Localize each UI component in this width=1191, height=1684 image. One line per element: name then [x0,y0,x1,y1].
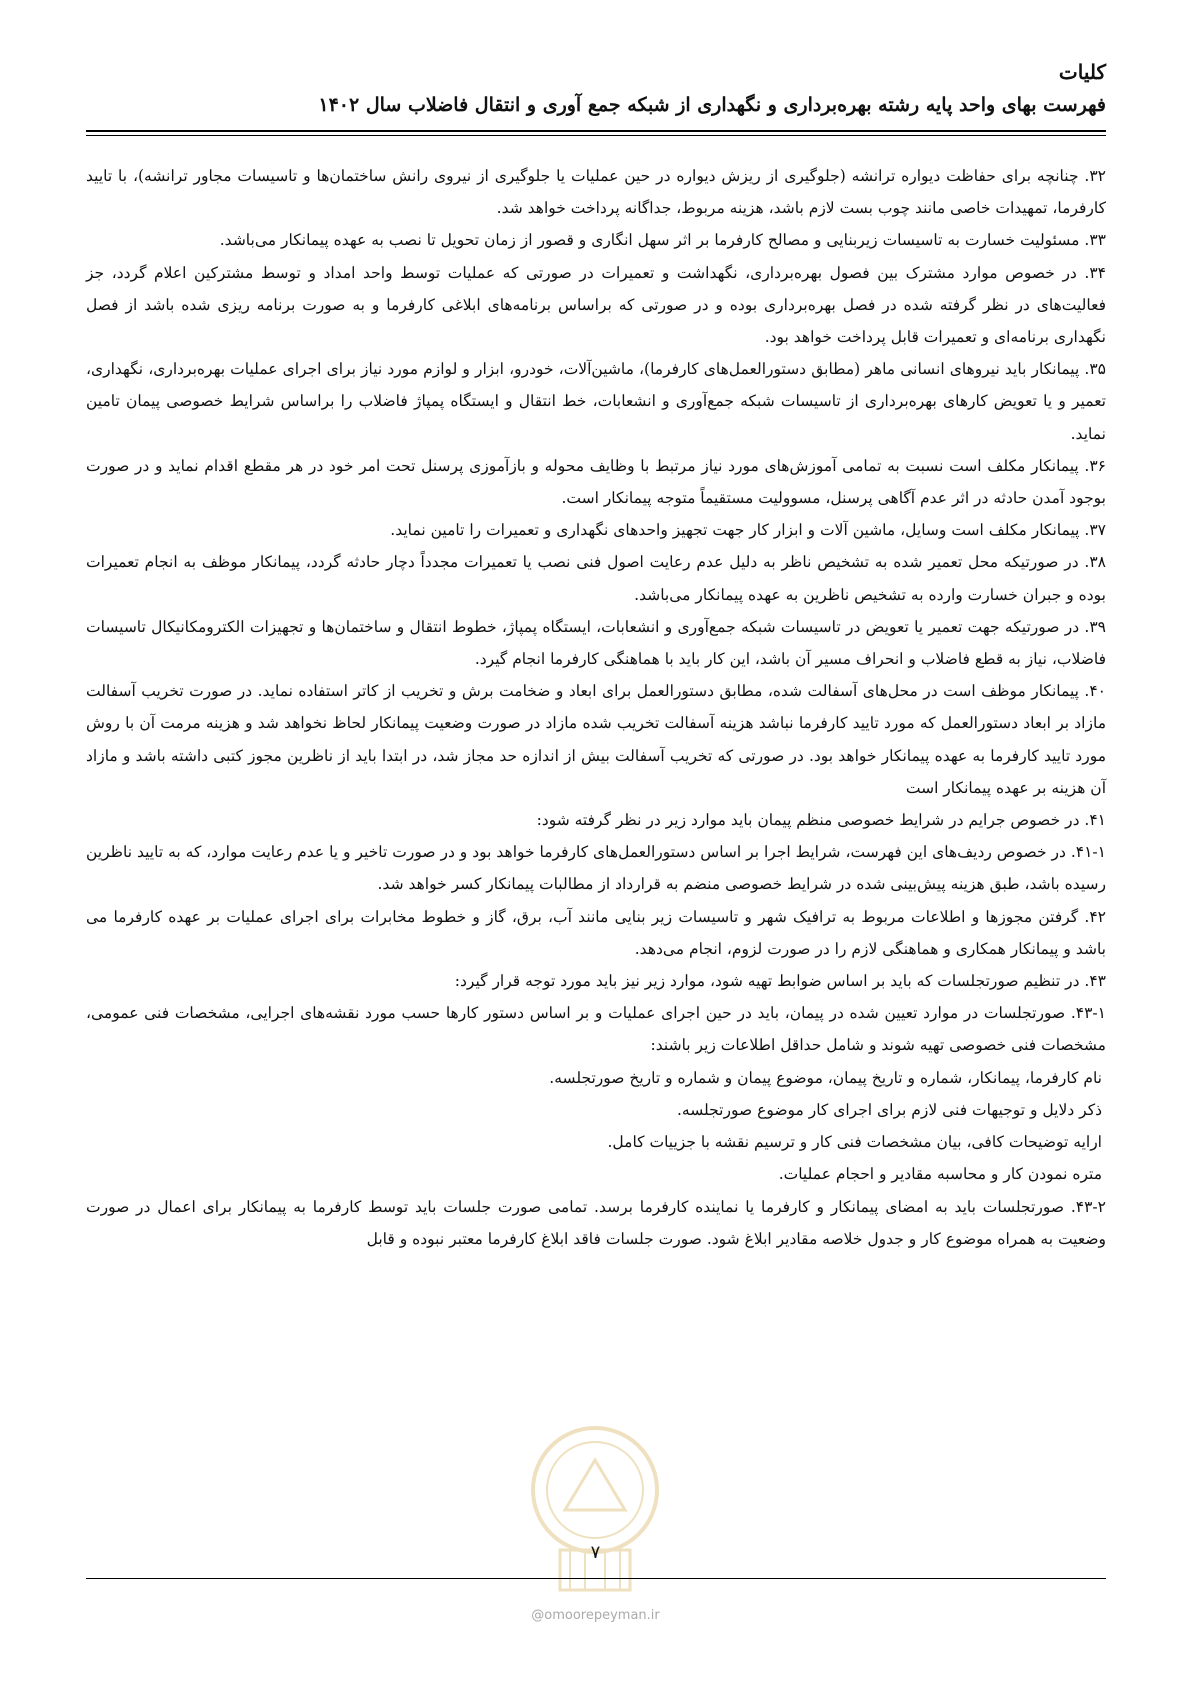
paragraph-41-1: ۴۱-۱. در خصوص ردیف‌های این فهرست، شرایط اجرا بر اساس دستورالعمل‌های کارفرما خواهد بود و در صورت تاخیر و یا عدم رعایت موارد، که به تایید ناظرین رسیده باشد، طبق هزینه پیش‌بینی شده در شرایط خصوصی منضم به قرارداد از مطالبات پیمانکار کسر خواهد شد. [86,843,1106,894]
header-rule-thin [86,135,1106,136]
paragraph-42: ۴۲. گرفتن مجوزها و اطلاعات مربوط به ترافیک شهر و تاسیسات زیر بنایی مانند آب، برق، گاز و خطوط مخابرات برای اجرای عملیات بر عهده کارفرما می باشد و پیمانکار همکاری و هماهنگی لازم را در صورت لزوم، انجام می‌دهد. [86,907,1106,958]
document-title: فهرست بهای واحد پایه رشته بهره‌برداری و نگهداری از شبکه جمع آوری و انتقال فاضلاب سال ۱۴۰۲ [318,94,1106,116]
list-item-4: متره نمودن کار و محاسبه مقادیر و احجام عملیات. [778,1165,1102,1184]
paragraph-39: ۳۹. در صورتیکه جهت تعمیر یا تعویض در تاسیسات شبکه جمع‌آوری و انشعابات، ایستگاه پمپاژ، خطوط انتقال و ساختمان‌ها و تجهیزات الکترومکانیکال تاسیسات فاضلاب، نیاز به قطع فاضلاب و انحراف مسیر آن باشد، این کار باید با هماهنگی کارفرما انجام گیرد. [86,617,1106,669]
paragraph-36: ۳۶. پیمانکار مکلف است نسبت به تمامی آموزش‌های مورد نیاز مرتبط با وظایف محوله و بازآموزی پرسنل تحت امر خود در هر مقطع اقدام نماید و در صورت بوجود آمدن حادثه در اثر عدم آگاهی پرسنل، مسوولیت مستقیماً متوجه پیمانکار است. [86,456,1106,508]
list-item-2: ذکر دلایل و توجیهات فنی لازم برای اجرای کار موضوع صورتجلسه. [676,1100,1102,1119]
paragraph-32: ۳۲. چنانچه برای حفاظت دیواره ترانشه (جلوگیری از ریزش دیواره در حین عملیات یا جلوگیری از نیروی رانش ساختمان‌ها و تاسیسات مجاور ترانشه)، با تایید کارفرما، تمهیدات خاصی مانند چوب بست لازم باشد، هزینه مربوط، جداگانه پرداخت خواهد شد. [86,167,1106,218]
section-title: کلیات [1058,60,1106,84]
paragraph-34: ۳۴. در خصوص موارد مشترک بین فصول بهره‌برداری، نگهداشت و تعمیرات در صورتی که عملیات توسط واحد امداد و توسط مشترکین اعلام گردد، جز فعالیت‌های در نظر گرفته شده در فصل بهره‌برداری بوده و در صورتی که براساس برنامه‌های ابلاغی کارفرما و به صورت برنامه ریزی شده باشد از فصل نگهداری برنامه‌ای و تعمیرات قابل پرداخت خواهد بود. [86,263,1106,347]
paragraph-40: ۴۰. پیمانکار موظف است در محل‌های آسفالت شده، مطابق دستورالعمل برای ابعاد و ضخامت برش و تخریب از کاتر استفاده نماید. در صورت تخریب آسفالت مازاد بر ابعاد دستورالعمل که مورد تایید کارفرما نباشد هزینه آسفالت تخریب شده مازاد در صورت وضعیت پیمانکار لحاظ نخواهد شد و هزینه مرمت آن با روش مورد تایید کارفرما به عهده پیمانکار خواهد بود. در صورتی که تخریب آسفالت بیش از اندازه حد مجاز شد، در ابتدا باید از ناظرین مجوز کتبی داشته باشد و مازاد آن هزینه بر عهده پیمانکار است [86,682,1106,797]
paragraph-33: ۳۳. مسئولیت خسارت به تاسیسات زیربنایی و مصالح کارفرما بر اثر سهل انگاری و قصور از زمان تحویل تا نصب به عهده پیمانکار می‌باشد. [219,231,1106,250]
document-body [86,160,1106,1255]
list-item-3: ارایه توضیحات کافی، بیان مشخصات فنی کار و ترسیم نقشه با جزییات کامل. [607,1133,1102,1152]
header-rule-thick [86,130,1106,132]
paragraph-41: ۴۱. در خصوص جرایم در شرایط خصوصی منظم پیمان باید موارد زیر در نظر گرفته شود: [536,811,1106,830]
paragraph-43-1: ۴۳-۱. صورتجلسات در موارد تعیین شده در پیمان، باید در حین اجرای عملیات و بر اساس دستور کارها حسب مورد نقشه‌های اجرایی، مشخصات فنی عمومی، مشخصات فنی خصوصی تهیه شوند و شامل حداقل اطلاعات زیر باشند: [86,1004,1106,1055]
list-item-1: نام کارفرما، پیمانکار، شماره و تاریخ پیمان، موضوع پیمان و شماره و تاریخ صورتجلسه. [549,1068,1102,1087]
paragraph-35: ۳۵. پیمانکار باید نیروهای انسانی ماهر (مطابق دستورالعمل‌های کارفرما)، ماشین‌آلات، خودرو، ابزار و لوازم مورد نیاز برای اجرای عملیات بهره‌برداری، نگهداری، تعمیر و یا تعویض کارهای بهره‌برداری از تاسیسات شبکه جمع‌آوری و انشعابات، خط انتقال و ایستگاه پمپاژ فاضلاب را براساس شرایط خصوصی پیمان تامین نماید. [86,360,1106,443]
website-watermark: @omoorepeyman.ir [531,1608,660,1623]
paragraph-43: ۴۳. در تنظیم صورتجلسات که باید بر اساس ضوابط تهیه شود، موارد زیر نیز باید مورد توجه قرار گیرد: [454,972,1106,991]
paragraph-37: ۳۷. پیمانکار مکلف است وسایل، ماشین آلات و ابزار کار جهت تجهیز واحدهای نگهداری و تعمیرات را تامین نماید. [390,521,1106,540]
page-number: ۷ [590,1542,601,1563]
paragraph-38: ۳۸. در صورتیکه محل تعمیر شده به تشخیص ناظر به دلیل عدم رعایت اصول فنی نصب یا تعمیرات مجدداً دچار حادثه گردد، پیمانکار موظف به انجام تعمیرات بوده و جبران خسارت وارده به تشخیص ناظرین به عهده پیمانکار می‌باشد. [86,553,1106,604]
footer-rule [86,1578,1106,1579]
watermark-seal-icon [515,1420,675,1600]
paragraph-43-2: ۴۳-۲. صورتجلسات باید به امضای پیمانکار و کارفرما یا نماینده کارفرما برسد. تمامی صورت جلسات باید توسط کارفرما به پیمانکار برای اعمال در صورت وضعیت به همراه موضوع کار و جدول خلاصه مقادیر ابلاغ شود. صورت جلسات فاقد ابلاغ کارفرما معتبر نبوده و قابل [86,1197,1106,1248]
page-header [86,60,1106,116]
